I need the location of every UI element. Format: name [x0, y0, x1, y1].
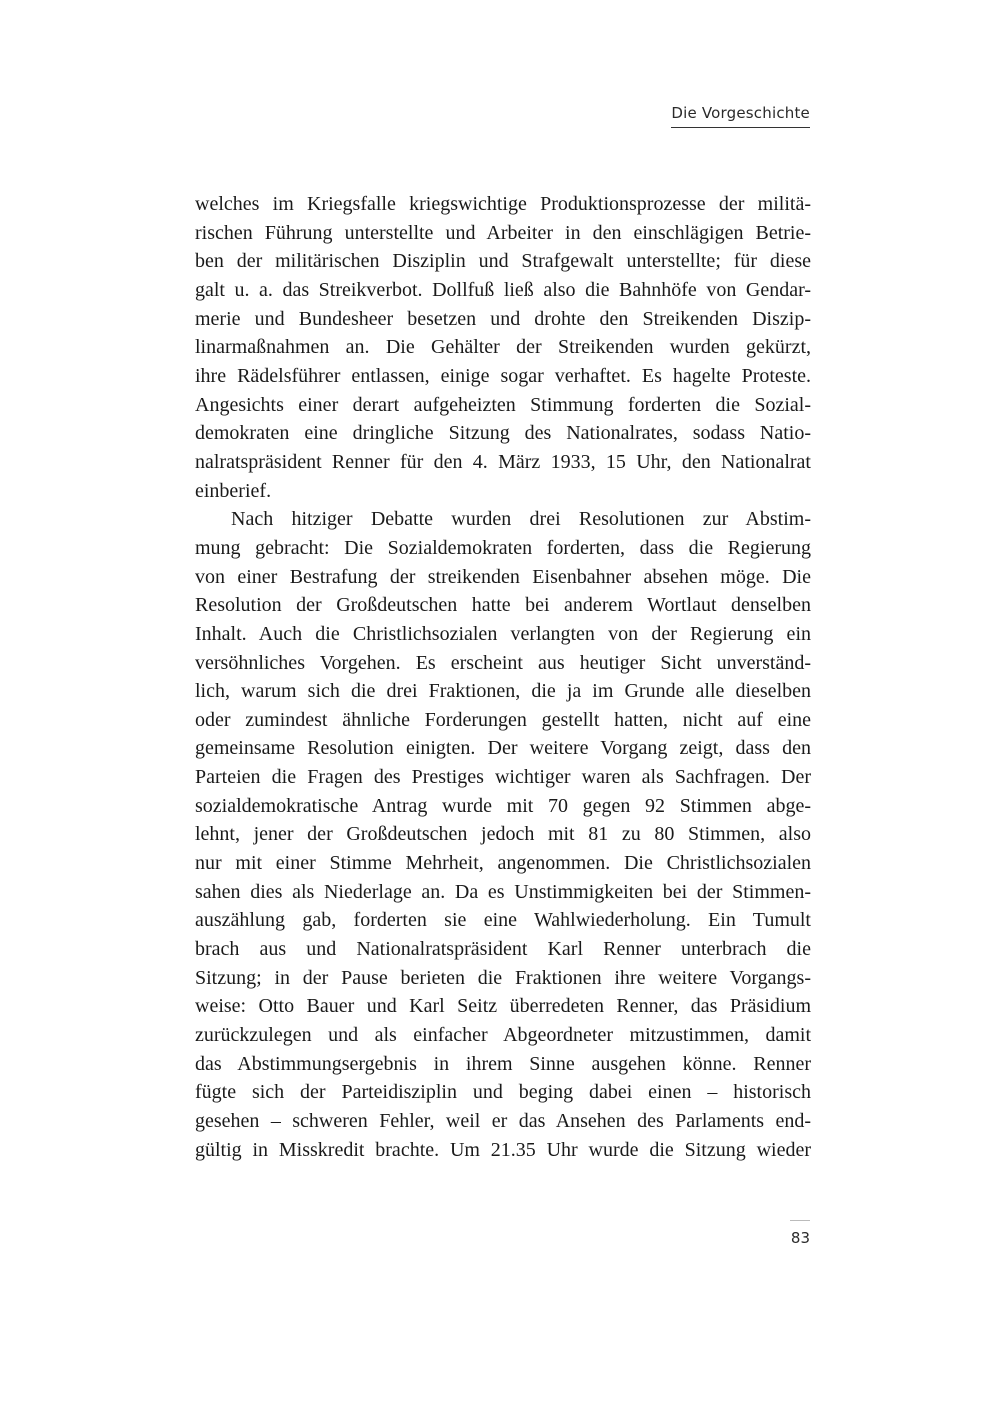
- page-number: 83: [790, 1220, 810, 1247]
- text-line: brach aus und Nationalratspräsident Karl Renner unterbrach die: [195, 938, 811, 961]
- text-line: Resolution der Großdeutschen hatte bei anderem Wortlaut denselben: [195, 594, 811, 617]
- text-line: ihre Rädelsführer entlassen, einige sogar verhaftet. Es hagelte Proteste.: [195, 364, 811, 387]
- text-line: Angesichts einer derart aufgeheizten Stimmung forderten die Sozial-: [195, 393, 811, 416]
- text-line: mung gebracht: Die Sozialdemokraten forderten, dass die Regierung: [195, 536, 811, 559]
- text-line: sozialdemokratische Antrag wurde mit 70 gegen 92 Stimmen abge-: [195, 794, 811, 817]
- body-text: [195, 190, 811, 1164]
- text-line: einberief.: [195, 479, 272, 502]
- text-line: lich, warum sich die drei Fraktionen, die ja im Grunde alle dieselben: [195, 680, 811, 703]
- text-line: gemeinsame Resolution einigten. Der weitere Vorgang zeigt, dass den: [195, 737, 811, 760]
- text-line: das Abstimmungsergebnis in ihrem Sinne ausgehen könne. Renner: [195, 1052, 811, 1075]
- text-line: linarmaßnahmen an. Die Gehälter der Streikenden wurden gekürzt,: [195, 336, 811, 359]
- text-line: gültig in Misskredit brachte. Um 21.35 Uhr wurde die Sitzung wieder: [195, 1138, 811, 1161]
- text-line: welches im Kriegsfalle kriegswichtige Produktionsprozesse der militä-: [195, 193, 811, 215]
- running-head: Die Vorgeschichte: [671, 104, 810, 128]
- text-line: Inhalt. Auch die Christlichsozialen verlangten von der Regierung ein: [195, 622, 811, 645]
- text-line: gesehen – schweren Fehler, weil er das Ansehen des Parlaments end-: [195, 1110, 811, 1132]
- text-line: sahen dies als Niederlage an. Da es Unstimmigkeiten bei der Stimmen-: [195, 880, 811, 903]
- text-line: oder zumindest ähnliche Forderungen gestellt hatten, nicht auf eine: [195, 708, 811, 731]
- text-line: Parteien die Fragen des Prestiges wichtiger waren als Sachfragen. Der: [195, 766, 811, 789]
- text-line: von einer Bestrafung der streikenden Eisenbahner absehen möge. Die: [195, 565, 811, 588]
- text-line: fügte sich der Parteidisziplin und beging dabei einen – historisch: [195, 1081, 811, 1104]
- text-line: Nach hitziger Debatte wurden drei Resolutionen zur Abstim-: [231, 508, 811, 531]
- text-line: merie und Bundesheer besetzen und drohte den Streikenden Diszip-: [195, 307, 811, 330]
- text-line: auszählung gab, forderten sie eine Wahlwiederholung. Ein Tumult: [195, 909, 811, 932]
- text-line: zurückzulegen und als einfacher Abgeordneter mitzustimmen, damit: [195, 1024, 811, 1047]
- text-line: ben der militärischen Disziplin und Strafgewalt unterstellte; für diese: [195, 250, 811, 273]
- text-line: versöhnliches Vorgehen. Es erscheint aus heutiger Sicht unverständ-: [195, 651, 811, 674]
- text-line: galt u. a. das Streikverbot. Dollfuß ließ also die Bahnhöfe von Gendar-: [195, 278, 811, 301]
- text-line: nur mit einer Stimme Mehrheit, angenommen. Die Christlichsozialen: [195, 852, 811, 875]
- text-line: rischen Führung unterstellte und Arbeiter in den einschlägigen Betrie-: [195, 221, 811, 244]
- text-line: Sitzung; in der Pause berieten die Fraktionen ihre weitere Vorgangs-: [195, 966, 811, 989]
- text-line: demokraten eine dringliche Sitzung des Nationalrates, sodass Natio-: [195, 422, 811, 445]
- text-line: nalratspräsident Renner für den 4. März 1933, 15 Uhr, den Nationalrat: [195, 450, 811, 473]
- text-line: weise: Otto Bauer und Karl Seitz überredeten Renner, das Präsidium: [195, 995, 811, 1018]
- text-line: lehnt, jener der Großdeutschen jedoch mit 81 zu 80 Stimmen, also: [195, 823, 811, 846]
